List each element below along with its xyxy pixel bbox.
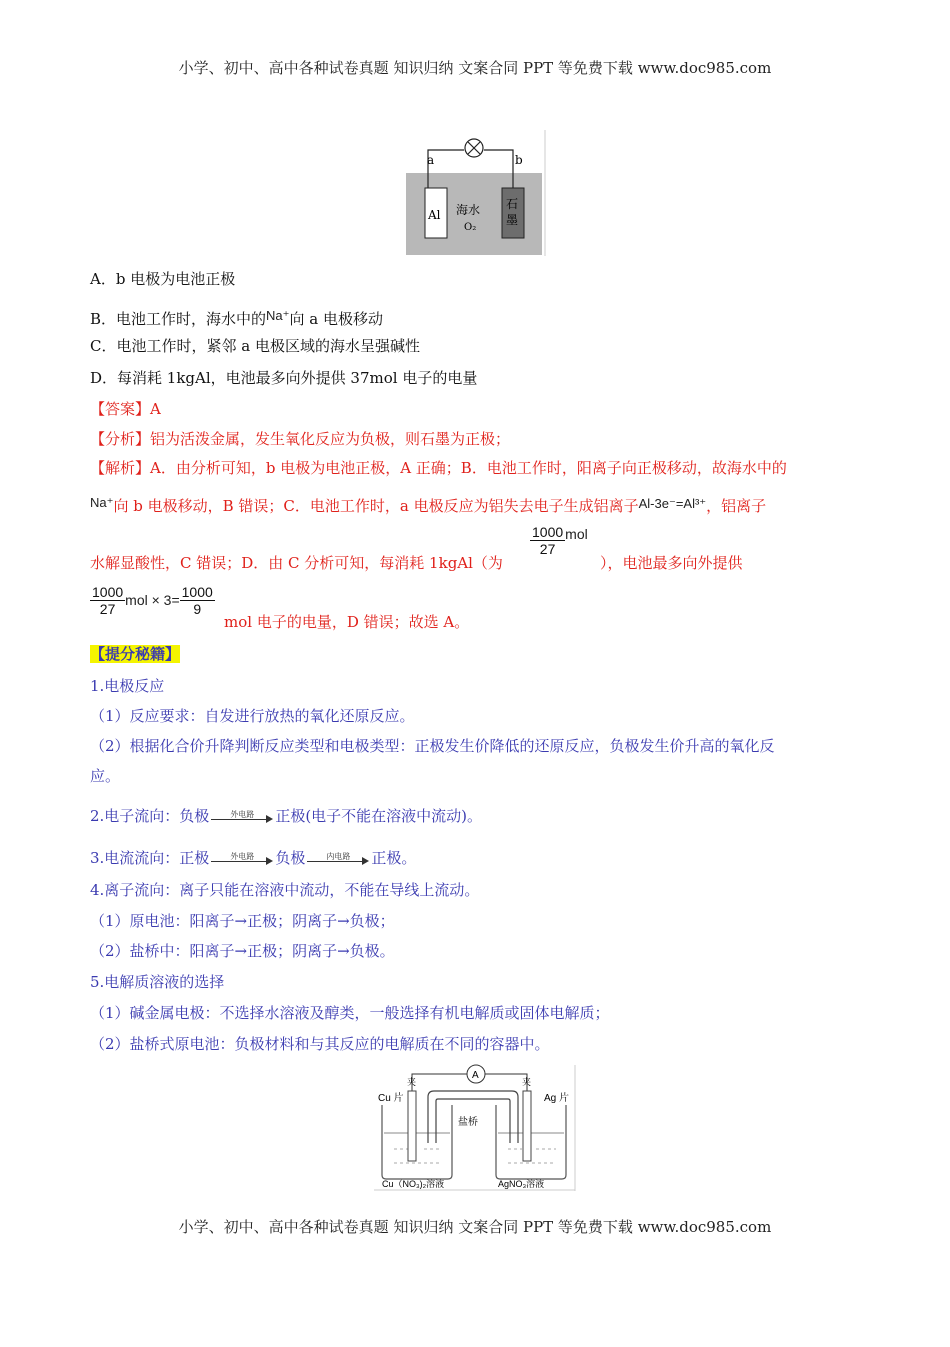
internal-circuit-arrow [305,848,371,870]
electrode-a-label: a [427,153,435,167]
electron-calc-formula [90,584,215,617]
graphite-label-top: 石 [506,197,519,211]
right-solution-label: AgNO₃溶液 [498,1179,545,1189]
tip-2 [90,805,482,828]
analysis: 【分析】铝为活泼金属，发生氧化反应为负极，则石墨为正极； [90,430,511,448]
arrow-label: 外电路 [230,852,255,861]
ammeter-label: A [472,1070,479,1081]
electrode-b-label: b [515,153,523,167]
external-circuit-arrow [209,848,275,870]
arrow-label: 外电路 [230,810,255,819]
tip-3 [90,847,416,870]
explanation-line-2 [90,492,766,517]
tip-1b: （2）根据化合价升降判断反应类型和电极类型：正极发生价降低的还原反应，负极发生价升高的氧化反 [90,737,775,755]
na-ion-formula: Na⁺ [90,495,114,510]
tip-1: 1.电极反应 [90,677,165,695]
fraction-numerator: 1000 [92,584,124,600]
tip-5a: （1）碱金属电极：不选择水溶液及醇类，一般选择有机电解质或固体电解质； [90,1004,610,1022]
tip-3-text: 3.电流流向：正极 [90,849,210,867]
explanation-text-end: ，铝离子 [706,497,767,515]
explanation-text: 水解显酸性，C 错误；D．由 C 分析可知，每消耗 1kgAl（为 [90,554,503,572]
explanation-line-4: mol 电子的电量，D 错误；故选 A。 [224,613,470,631]
explanation-line-1: 【解析】A．由分析可知，b 电极为电池正极，A 正确；B．电池工作时，阳离子向正极移动，故海水中的 [90,459,787,477]
option-a: A．b 电极为电池正极 [90,270,236,288]
tip-3-text-mid: 负极 [275,849,306,867]
o2-label: O₂ [464,222,477,233]
salt-bridge-cell-figure [372,1063,578,1193]
seawater-battery-figure [400,128,550,260]
ag-electrode-label: Ag 片 [544,1093,570,1104]
option-b [90,305,383,330]
clip-label-left: 夹 [407,1078,417,1088]
salt-bridge-label: 盐桥 [458,1117,478,1128]
clip-label-right: 夹 [522,1078,532,1088]
explanation-text: 向 b 电极移动，B 错误；C．电池工作时，a 电极反应为铝失去电子生成铝离子 [113,497,639,515]
tip-2-text: 2.电子流向：负极 [90,807,210,825]
page-header: 小学、初中、高中各种试卷真题 知识归纳 文案合同 PPT 等免费下载 www.doc985.com [178,59,772,77]
fraction-numerator: 1000 [532,524,564,540]
fraction-numerator: 1000 [181,584,213,600]
seawater-label: 海水 [456,203,481,217]
external-circuit-arrow [209,806,275,828]
tip-1a: （1）反应要求：自发进行放热的氧化还原反应。 [90,707,415,725]
tip-4: 4.离子流向：离子只能在溶液中流动，不能在导线上流动。 [90,881,480,899]
fraction-denominator: 9 [193,601,202,617]
tip-4a: （1）原电池：阳离子→正极；阴离子→负极； [90,912,395,930]
formula-middle: mol × 3= [125,591,180,608]
page-footer: 小学、初中、高中各种试卷真题 知识归纳 文案合同 PPT 等免费下载 www.doc985.com [178,1218,772,1236]
fraction-denominator: 27 [99,601,116,617]
na-ion-formula: Na⁺ [266,308,290,323]
tip-1c: 应。 [90,767,121,785]
fraction-denominator: 27 [539,541,556,557]
tips-title-text: 【提分秘籍】 [90,645,181,663]
option-b-text: B．电池工作时，海水中的 [90,310,267,328]
explanation-line-3-end: ），电池最多向外提供 [600,554,743,572]
tip-4b: （2）盐桥中：阳离子→正极；阴离子→负极。 [90,942,395,960]
tip-2-text-end: 正极(电子不能在溶液中流动)。 [275,807,483,825]
answer: 【答案】A [90,400,161,418]
option-b-text-end: 向 a 电极移动 [289,310,383,328]
option-c: C．电池工作时，紧邻 a 电极区域的海水呈强碱性 [90,337,420,355]
fraction-1000-27 [530,524,588,557]
option-d: D．每消耗 1kgAl，电池最多向外提供 37mol 电子的电量 [90,369,478,387]
graphite-label-bottom: 墨 [506,213,519,227]
tip-3-text-end: 正极。 [371,849,417,867]
tip-5b: （2）盐桥式原电池：负极材料和与其反应的电解质在不同的容器中。 [90,1035,550,1053]
explanation-line-3 [90,552,503,574]
al-electrode-label: Al [428,208,441,222]
cu-electrode-label: Cu 片 [378,1093,404,1104]
tips-title [90,643,180,665]
unit-mol: mol [565,525,588,542]
tip-5: 5.电解质溶液的选择 [90,973,225,991]
left-solution-label: Cu（NO₃)₂溶液 [382,1179,445,1189]
arrow-label: 内电路 [326,852,351,861]
al-half-reaction: Al-3e⁻=Al³⁺ [638,496,707,511]
